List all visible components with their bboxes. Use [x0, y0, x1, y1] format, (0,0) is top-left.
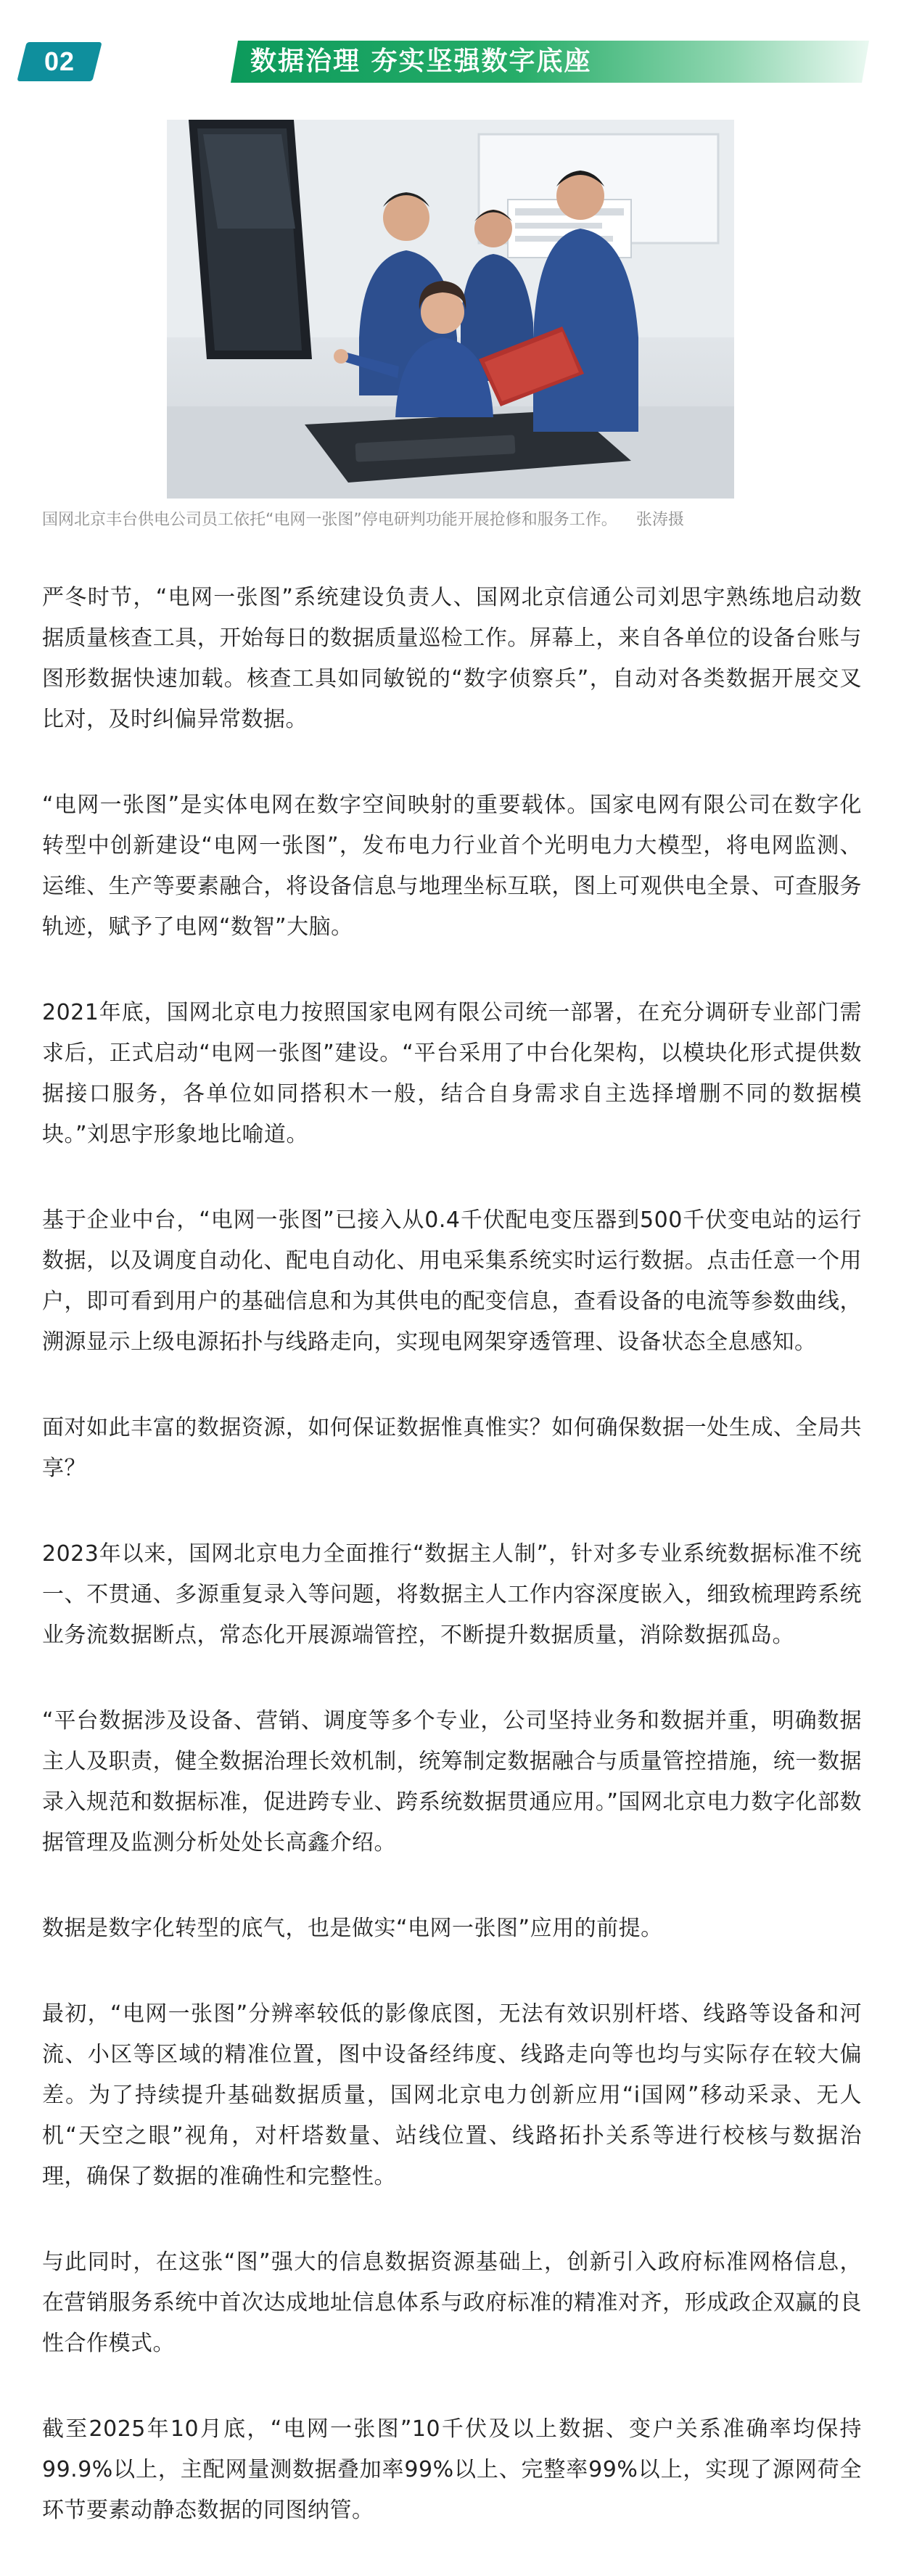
section-number: 02: [44, 46, 75, 76]
caption-text: 国网北京丰台供电公司员工依托“电网一张图”停电研判功能开展抢修和服务工作。: [42, 511, 617, 529]
photo-caption: [42, 508, 862, 533]
article-paragraph: 2021年底，国网北京电力按照国家电网有限公司统一部署，在充分调研专业部门需求后，正式启动“电网一张图”建设。“平台采用了中台化架构，以模块化形式提供数据接口服务，各单位如同搭积木一般，结合自身需求自主选择增删不同的数据模块。”刘思宇形象地比喻道。: [42, 1000, 862, 1147]
article-paragraph: 基于企业中台，“电网一张图”已接入从0.4千伏配电变压器到500千伏变电站的运行数据，以及调度自动化、配电自动化、用电采集系统实时运行数据。点击任意一个用户，即可看到用户的基础信息和为其供电的配变信息，查看设备的电流等参数曲线，溯源显示上级电源拓扑与线路走向，实现电网架穿透管理、设备状态全息感知。: [42, 1207, 862, 1355]
article-paragraph: “平台数据涉及设备、营销、调度等多个专业，公司坚持业务和数据并重，明确数据主人及职责，健全数据治理长效机制，统筹制定数据融合与质量管控措施，统一数据录入规范和数据标准，促进跨专业、跨系统数据贯通应用。”国网北京电力数字化部数据管理及监测分析处处长高鑫介绍。: [42, 1708, 862, 1855]
photo-credit: 张涛摄: [635, 511, 684, 529]
article-paragraph: 2023年以来，国网北京电力全面推行“数据主人制”，针对多专业系统数据标准不统一、不贯通、多源重复录入等问题，将数据主人工作内容深度嵌入，细致梳理跨系统业务流数据断点，常态化开展源端管控，不断提升数据质量，消除数据孤岛。: [42, 1541, 862, 1648]
article-paragraph: “电网一张图”是实体电网在数字空间映射的重要载体。国家电网有限公司在数字化转型中创新建设“电网一张图”，发布电力行业首个光明电力大模型，将电网监测、运维、生产等要素融合，将设备信息与地理坐标互联，图上可观供电全景、可查服务轨迹，赋予了电网“数智”大脑。: [42, 792, 862, 940]
article-paragraph: 截至2025年10月底，“电网一张图”10千伏及以上数据、变户关系准确率均保持99.9%以上，主配网量测数据叠加率99%以上、完整率99%以上，实现了源网荷全环节要素动静态数据的同图纳管。: [42, 2416, 862, 2523]
article-paragraph: 严冬时节，“电网一张图”系统建设负责人、国网北京信通公司刘思宇熟练地启动数据质量核查工具，开始每日的数据质量巡检工作。屏幕上，来自各单位的设备台账与图形数据快速加载。核查工具如同敏锐的“数字侦察兵”，自动对各类数据开展交叉比对，及时纠偏异常数据。: [42, 585, 862, 732]
photo-engineers-at-monitor-icon: [167, 120, 734, 499]
article-paragraph: 数据是数字化转型的底气，也是做实“电网一张图”应用的前提。: [42, 1916, 663, 1941]
article-paragraph: 面对如此丰富的数据资源，如何保证数据惟真惟实？如何确保数据一处生成、全局共享？: [42, 1415, 862, 1481]
article-body: [42, 578, 862, 2576]
article-paragraph: 与此同时，在这张“图”强大的信息数据资源基础上，创新引入政府标准网格信息，在营销服务系统中首次达成地址信息体系与政府标准的精准对齐，形成政企双赢的良性合作模式。: [42, 2249, 862, 2356]
section-title: 数据治理 夯实坚强数字底座: [250, 46, 592, 76]
section-header: [0, 0, 901, 123]
article-photo: [167, 120, 734, 499]
article-paragraph: 最初，“电网一张图”分辨率较低的影像底图，无法有效识别杆塔、线路等设备和河流、小区等区域的精准位置，图中设备经纬度、线路走向等也均与实际存在较大偏差。为了持续提升基础数据质量，国网北京电力创新应用“i国网”移动采录、无人机“天空之眼”视角，对杆塔数量、站线位置、线路拓扑关系等进行校核与数据治理，确保了数据的准确性和完整性。: [42, 2001, 862, 2189]
